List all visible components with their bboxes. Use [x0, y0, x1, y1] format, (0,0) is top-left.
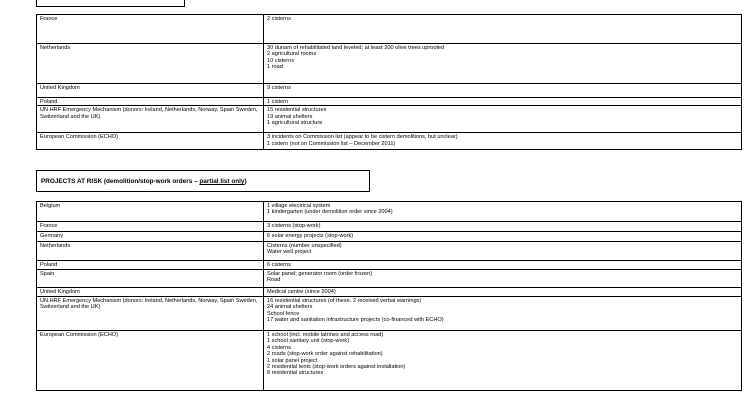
items-cell [264, 98, 742, 106]
country-cell: United Kingdom [37, 288, 264, 297]
item-line: 9 cisterns [267, 85, 291, 91]
item-line: 2 cisterns [267, 16, 291, 22]
items-cell [264, 222, 742, 232]
item-line: 1 kindergarten (under demolition order since 2004) [267, 209, 393, 216]
item-line: 3 cisterns (stop-work) [267, 223, 321, 229]
table-row [37, 297, 742, 331]
item-line: 19 animal shelters [267, 113, 313, 120]
item-line: 16 residential structures (of these, 2 received verbal warnings) [267, 298, 422, 304]
table-row [37, 44, 742, 84]
country-cell: European Commission (ECHO) [37, 331, 264, 391]
item-line: School fence [267, 310, 300, 317]
country-cell: Germany [37, 232, 264, 242]
projects-at-risk-heading [36, 170, 370, 192]
country-cell: United Kingdom [37, 84, 264, 98]
item-line: 1 cistern [267, 99, 289, 105]
table-row [37, 133, 742, 150]
item-line: 1 cistern (not on Commission list – December 2011) [267, 140, 396, 147]
country-cell: Netherlands [37, 242, 264, 261]
table-row [37, 242, 742, 261]
country-cell: Belgium [37, 202, 264, 222]
heading-close: ) [244, 178, 247, 185]
item-line: 2 roads (stop-work order against rehabilitation) [267, 351, 383, 358]
item-line: 10 cisterns [267, 57, 295, 64]
table-row [37, 222, 742, 232]
country-cell: Netherlands [37, 44, 264, 84]
table-row [37, 331, 742, 391]
country-cell: Spain [37, 270, 264, 288]
item-line: 1 school (incl. mobile latrines and access road) [267, 332, 384, 338]
item-line: 1 village electrical system [267, 203, 331, 209]
items-cell [264, 44, 742, 84]
items-cell [264, 106, 742, 133]
item-line: 6 cisterns [267, 262, 291, 268]
table-row [37, 232, 742, 242]
country-cell: Poland [37, 98, 264, 106]
items-cell [264, 202, 742, 222]
item-line: 1 road [267, 64, 283, 71]
items-cell [264, 297, 742, 331]
table-row [37, 84, 742, 98]
item-line: 4 cisterns [267, 344, 291, 351]
country-cell: UN HRF Emergency Mechanism (donors: Ireland, Netherlands, Norway, Spain Sweden, Switzerland and the UK) [37, 106, 264, 133]
table-row [37, 288, 742, 297]
table-row [37, 270, 742, 288]
item-line: 2 agricultural rooms [267, 51, 317, 58]
item-line: Medical centre (since 2004) [267, 289, 336, 295]
country-cell: European Commission (ECHO) [37, 133, 264, 150]
item-line: 24 animal shelters [267, 304, 313, 311]
table-row [37, 202, 742, 222]
table-row [37, 261, 742, 270]
item-line: 1 solar panel project [267, 357, 318, 364]
items-cell [264, 232, 742, 242]
items-cell [264, 133, 742, 150]
items-cell [264, 15, 742, 44]
items-cell [264, 270, 742, 288]
item-line: 1 school sanitary unit (stop-work) [267, 338, 350, 345]
item-line: Water well project [267, 249, 312, 256]
donor-table-at-risk [36, 201, 742, 391]
items-cell [264, 261, 742, 270]
heading-text: PROJECTS AT RISK (demolition/stop-work orders – [41, 178, 200, 185]
item-line: 30 dunam of rehabilitated land leveled; at least 200 olive trees uprooted [267, 45, 445, 51]
table-row [37, 106, 742, 133]
country-cell: Poland [37, 261, 264, 270]
item-line: Cisterns (number unspecified) [267, 243, 342, 249]
items-cell [264, 288, 742, 297]
items-cell [264, 331, 742, 391]
table-row [37, 15, 742, 44]
table-row [37, 98, 742, 106]
item-line: 8 residential structures [267, 370, 324, 377]
item-line: 6 solar energy projects (stop-work) [267, 233, 354, 239]
item-line: 15 residential structures [267, 107, 327, 114]
item-line: 17 water and sanitation infrastructure projects (co-financed with ECHO) [267, 317, 444, 324]
item-line: 2 residential tents (stop-work orders against installation) [267, 364, 406, 371]
top-box [36, 0, 185, 7]
country-cell: France [37, 15, 264, 44]
item-line: 3 incidents on Commission list (appear to be cistern demolitions, but unclear) [267, 134, 458, 141]
item-line: 1 agricultural structure [267, 120, 323, 127]
item-line: Solar panel; generator room (order frozen) [267, 271, 373, 277]
heading-underlined-text: partial list only [199, 178, 245, 185]
country-cell: France [37, 222, 264, 232]
country-cell: UN HRF Emergency Mechanism (donors: Ireland, Netherlands, Norway, Spain Sweden, Switzerland and the UK) [37, 297, 264, 331]
items-cell [264, 84, 742, 98]
items-cell [264, 242, 742, 261]
donor-table-demolished [36, 14, 742, 150]
item-line: Road [267, 277, 281, 284]
